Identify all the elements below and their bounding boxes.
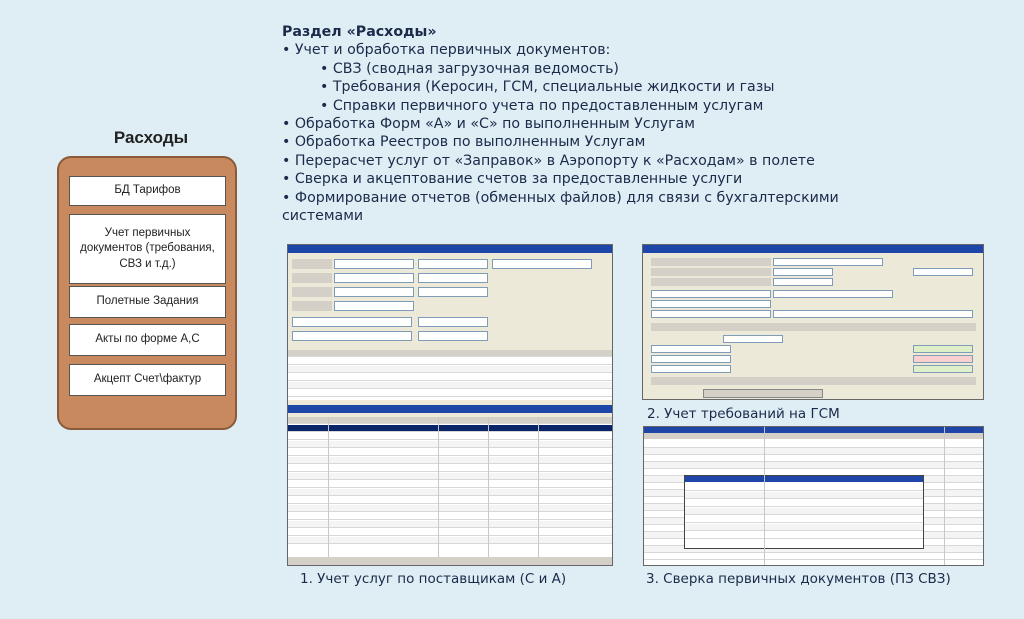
caption-shot-2: 2. Учет требований на ГСМ — [647, 406, 840, 422]
bullet-reconcile: • Сверка и акцептование счетов за предоставленные услуги — [282, 171, 743, 188]
menu-item-acts-ac[interactable]: Акты по форме А,С — [69, 324, 226, 356]
section-title: Раздел «Расходы» — [282, 24, 437, 40]
bullet-reports: • Формирование отчетов (обменных файлов) для связи с бухгалтерскими системами — [282, 189, 839, 225]
caption-shot-3: 3. Сверка первичных документов (ПЗ СВЗ) — [646, 571, 951, 587]
bullet-forms-ac: • Обработка Форм «А» и «С» по выполненным Услугам — [282, 116, 695, 133]
expenses-menu-panel — [57, 156, 237, 430]
bullet-primary-docs: • Учет и обработка первичных документов: — [282, 42, 611, 59]
bullet-recalc: • Перерасчет услуг от «Заправок» в Аэропорту к «Расходам» в полете — [282, 152, 815, 169]
sub-bullet-requirements: • Требования (Керосин, ГСМ, специальные жидкости и газы — [320, 79, 775, 96]
screenshot-reconciliation — [643, 426, 984, 566]
menu-item-invoice-accept[interactable]: Акцепт Счет\фактур — [69, 364, 226, 396]
menu-item-primary-docs[interactable]: Учет первичных документов (требования, СВЗ и т.д.) — [69, 214, 226, 284]
screenshot-fuel-requirements — [642, 244, 984, 400]
left-panel-title: Расходы — [113, 128, 189, 147]
menu-item-flight-tasks[interactable]: Полетные Задания — [69, 286, 226, 318]
bullet-registers: • Обработка Реестров по выполненным Услугам — [282, 134, 646, 151]
menu-item-tariffs-db[interactable]: БД Тарифов — [69, 176, 226, 206]
sub-bullet-svz: • СВЗ (сводная загрузочная ведомость) — [320, 60, 619, 77]
sub-bullet-certificates: • Справки первичного учета по предоставленным услугам — [320, 97, 764, 114]
caption-shot-1: 1. Учет услуг по поставщикам (С и А) — [300, 571, 567, 587]
section-description — [282, 23, 982, 225]
screenshot-supplier-services — [287, 244, 613, 566]
